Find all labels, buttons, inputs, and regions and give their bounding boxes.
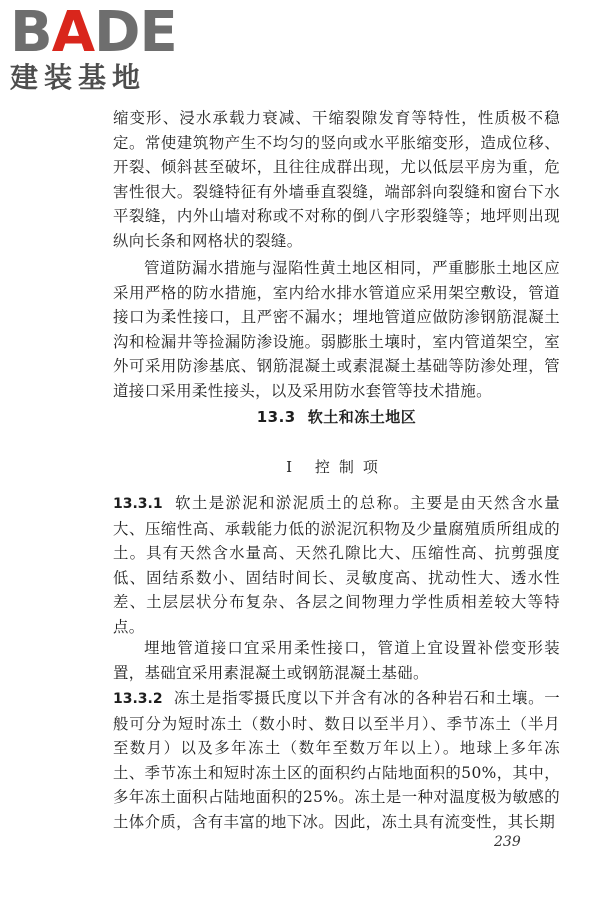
logo-subtitle: 建装基地 — [10, 61, 147, 94]
section-number: 13.3 — [256, 408, 296, 426]
clause-number: 13.3.2 — [113, 691, 163, 707]
logo-wordmark: BADE — [10, 0, 177, 65]
paragraph-continued: 缩变形、浸水承载力衰减、干缩裂隙发育等特性，性质极不稳定。常使建筑物产生不均匀的竖向或水平胀缩变形，造成位移、开裂、倾斜甚至破坏，且往往成群出现，尤以低层平房为重，危害性很大。裂缝特征有外墙垂直裂缝，端部斜向裂缝和窗台下水平裂缝，内外山墙对称或不对称的倒八字形裂缝等；地坪则出现纵向长条和网格状的裂缝。 — [113, 109, 560, 250]
page-number: 239 — [494, 834, 521, 850]
section-heading — [113, 406, 560, 427]
clause-text: 软土是淤泥和淤泥质土的总称。主要是由天然含水量大、压缩性高、承载能力低的淤泥沉积物及少量腐殖质所组成的土。具有天然含水量高、天然孔隙比大、压缩性高、抗剪强度低、固结系数小、固结时间长、灵敏度高、扰动性大、透水性差、土层层状分布复杂、各层之间物理力学性质相差较大等特点。 — [113, 494, 560, 636]
clause-number: 13.3.1 — [113, 496, 163, 512]
subsection-heading — [113, 456, 560, 477]
clause-13-3-2 — [113, 686, 560, 834]
clause-text: 冻土是指零摄氏度以下并含有冰的各种岩石和土壤。一般可分为短时冻土（数小时、数日以至半月）、季节冻土（半月至数月）以及多年冻土（数年至数万年以上）。地球上多年冻土、季节冻土和短时冻土区的面积约占陆地面积的50%，其中，多年冻土面积占陆地面积的25%。冻土是一种对温度极为敏感的土体介质，含有丰富的地下冰。因此，冻土具有流变性，其长期 — [113, 689, 560, 831]
section-title: 软土和冻土地区 — [307, 408, 417, 426]
paragraph-pipe-protection: 管道防漏水措施与湿陷性黄土地区相同，严重膨胀土地区应采用严格的防水措施，室内给水排水管道应采用架空敷设，管道接口为柔性接口，且严密不漏水；埋地管道应做防渗钢筋混凝土沟和检漏井等捡漏防渗设施。弱膨胀土壤时，室内管道架空，室外可采用防渗基底、钢筋混凝土或素混凝土基础等防渗处理，管道接口采用柔性接头，以及采用防水套管等技术措施。 — [113, 259, 560, 400]
brand-logo — [10, 0, 177, 94]
subsection-title: 控制项 — [314, 458, 387, 476]
subsection-numeral: Ⅰ — [286, 458, 302, 476]
paragraph-buried-pipes: 埋地管道接口宜采用柔性接口，管道上宜设置补偿变形装置，基础宜采用素混凝土或钢筋混凝土基础。 — [113, 639, 560, 682]
clause-13-3-1 — [113, 491, 560, 639]
